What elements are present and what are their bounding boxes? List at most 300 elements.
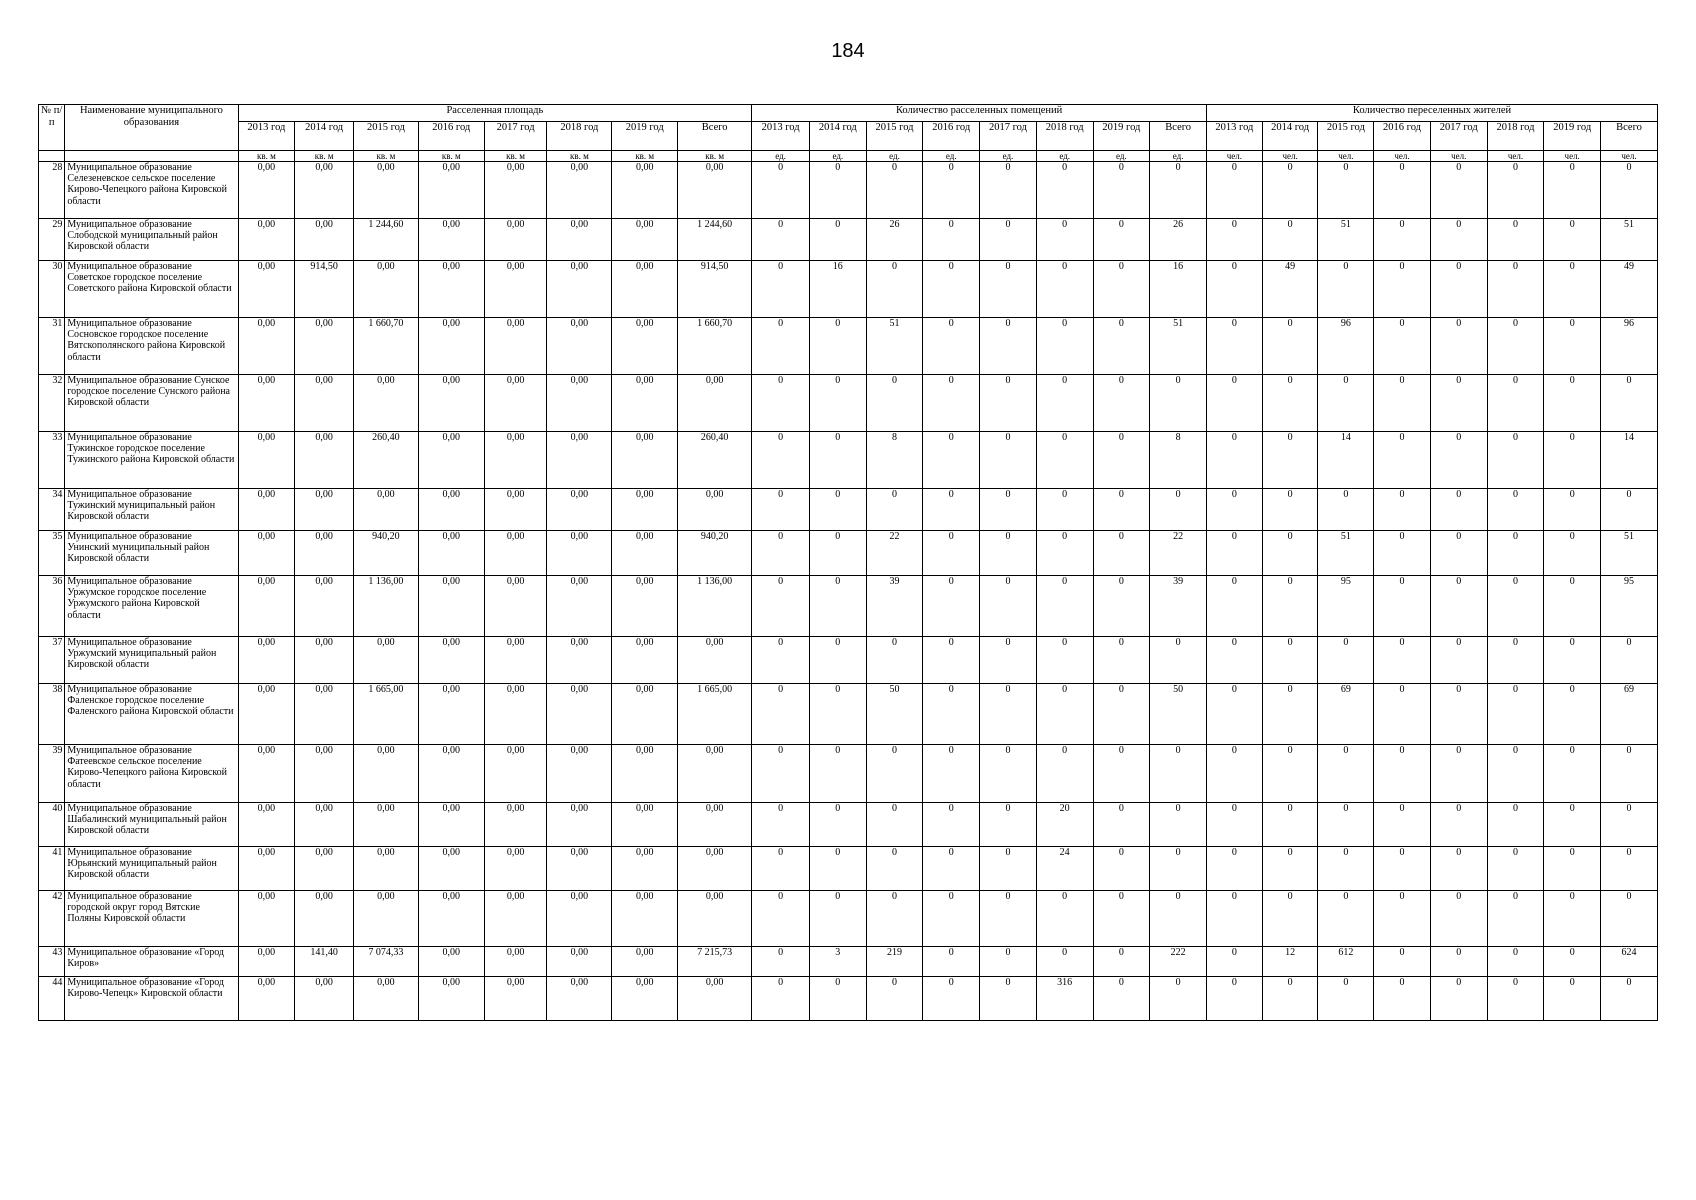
cell-rooms: 0 [923, 489, 980, 531]
table-row [39, 375, 1658, 432]
cell-area: 0,00 [612, 531, 678, 576]
cell-area: 0,00 [678, 637, 752, 684]
cell-rooms: 0 [923, 576, 980, 637]
cell-people: 0 [1262, 847, 1318, 891]
cell-people: 0 [1318, 489, 1374, 531]
cell-area: 0,00 [547, 318, 612, 375]
cell-rooms: 0 [1036, 745, 1093, 803]
cell-people: 0 [1601, 803, 1658, 847]
header-unit-area: кв. м [354, 151, 419, 162]
cell-rooms: 0 [809, 489, 866, 531]
header-unit-rooms: ед. [1093, 151, 1150, 162]
cell-rooms: 0 [1036, 162, 1093, 219]
cell-people: 0 [1601, 375, 1658, 432]
cell-area: 0,00 [295, 847, 354, 891]
cell-rooms: 0 [1036, 576, 1093, 637]
cell-area: 0,00 [547, 162, 612, 219]
cell-people: 0 [1544, 977, 1601, 1021]
cell-area: 940,20 [354, 531, 419, 576]
cell-area: 0,00 [547, 261, 612, 318]
cell-rooms: 0 [923, 162, 980, 219]
row-number: 28 [39, 162, 65, 219]
cell-area: 1 660,70 [354, 318, 419, 375]
header-group-rooms: Количество расселенных помещений [752, 105, 1207, 122]
cell-area: 0,00 [238, 891, 295, 947]
cell-area: 7 074,33 [354, 947, 419, 977]
cell-rooms: 0 [809, 637, 866, 684]
cell-area: 0,00 [418, 891, 484, 947]
cell-area: 0,00 [612, 803, 678, 847]
cell-area: 0,00 [295, 576, 354, 637]
cell-people: 12 [1262, 947, 1318, 977]
cell-people: 0 [1318, 847, 1374, 891]
cell-people: 95 [1318, 576, 1374, 637]
cell-rooms: 0 [1036, 318, 1093, 375]
cell-rooms: 0 [923, 847, 980, 891]
cell-rooms: 0 [809, 745, 866, 803]
cell-area: 0,00 [238, 318, 295, 375]
cell-people: 0 [1318, 375, 1374, 432]
cell-people: 0 [1262, 219, 1318, 261]
cell-area: 0,00 [295, 637, 354, 684]
cell-area: 0,00 [418, 261, 484, 318]
row-number: 35 [39, 531, 65, 576]
cell-rooms: 0 [1150, 847, 1207, 891]
cell-rooms: 0 [1036, 531, 1093, 576]
cell-rooms: 50 [1150, 684, 1207, 745]
cell-rooms: 16 [1150, 261, 1207, 318]
cell-area: 0,00 [484, 531, 547, 576]
header-year-people: 2013 год [1207, 122, 1263, 151]
header-year-area: 2014 год [295, 122, 354, 151]
table-row [39, 977, 1658, 1021]
cell-area: 0,00 [612, 318, 678, 375]
cell-area: 0,00 [418, 489, 484, 531]
cell-people: 0 [1374, 162, 1431, 219]
header-year-area: 2015 год [354, 122, 419, 151]
header-unit-blank [65, 151, 238, 162]
cell-people: 0 [1262, 375, 1318, 432]
cell-rooms: 0 [923, 977, 980, 1021]
cell-people: 0 [1374, 637, 1431, 684]
cell-area: 0,00 [678, 803, 752, 847]
cell-people: 0 [1487, 432, 1544, 489]
row-number: 31 [39, 318, 65, 375]
cell-rooms: 0 [1036, 684, 1093, 745]
cell-rooms: 20 [1036, 803, 1093, 847]
header-year-people: 2014 год [1262, 122, 1318, 151]
cell-people: 0 [1487, 891, 1544, 947]
row-number: 34 [39, 489, 65, 531]
cell-people: 0 [1374, 803, 1431, 847]
header-year-area: 2013 год [238, 122, 295, 151]
cell-people: 0 [1430, 891, 1487, 947]
cell-people: 96 [1601, 318, 1658, 375]
row-name: Муниципальное образование Унинский муниципальный район Кировской области [65, 531, 238, 576]
cell-area: 0,00 [547, 432, 612, 489]
cell-area: 0,00 [547, 637, 612, 684]
cell-area: 0,00 [678, 489, 752, 531]
cell-area: 0,00 [612, 947, 678, 977]
cell-area: 0,00 [484, 375, 547, 432]
cell-area: 0,00 [238, 977, 295, 1021]
cell-people: 0 [1544, 318, 1601, 375]
header-group-area: Расселенная площадь [238, 105, 752, 122]
cell-area: 0,00 [547, 576, 612, 637]
header-year-rooms: 2016 год [923, 122, 980, 151]
cell-rooms: 8 [1150, 432, 1207, 489]
header-year-people: 2016 год [1374, 122, 1431, 151]
header-unit-rooms: ед. [980, 151, 1037, 162]
cell-people: 0 [1374, 219, 1431, 261]
cell-area: 0,00 [484, 162, 547, 219]
header-unit-people: чел. [1601, 151, 1658, 162]
row-name: Муниципальное образование Шабалинский муниципальный район Кировской области [65, 803, 238, 847]
header-year-people: 2017 год [1430, 122, 1487, 151]
header-year-area: 2017 год [484, 122, 547, 151]
cell-rooms: 3 [809, 947, 866, 977]
cell-area: 0,00 [354, 162, 419, 219]
cell-rooms: 0 [1036, 375, 1093, 432]
cell-people: 0 [1262, 891, 1318, 947]
table-row [39, 531, 1658, 576]
cell-people: 0 [1544, 745, 1601, 803]
header-year-area: 2016 год [418, 122, 484, 151]
cell-area: 0,00 [547, 489, 612, 531]
table-row [39, 162, 1658, 219]
row-number: 40 [39, 803, 65, 847]
cell-area: 0,00 [484, 803, 547, 847]
cell-area: 0,00 [238, 576, 295, 637]
cell-people: 0 [1544, 847, 1601, 891]
header-unit-people: чел. [1430, 151, 1487, 162]
cell-rooms: 0 [809, 684, 866, 745]
cell-rooms: 0 [866, 637, 923, 684]
cell-rooms: 0 [923, 684, 980, 745]
cell-rooms: 0 [866, 162, 923, 219]
cell-area: 1 244,60 [678, 219, 752, 261]
cell-people: 69 [1601, 684, 1658, 745]
cell-area: 0,00 [418, 684, 484, 745]
header-num: № п/п [39, 105, 65, 151]
cell-people: 49 [1601, 261, 1658, 318]
cell-area: 0,00 [238, 531, 295, 576]
cell-people: 624 [1601, 947, 1658, 977]
cell-area: 0,00 [238, 947, 295, 977]
cell-area: 0,00 [238, 261, 295, 318]
cell-rooms: 0 [1093, 162, 1150, 219]
cell-rooms: 0 [980, 219, 1037, 261]
cell-area: 0,00 [612, 162, 678, 219]
cell-area: 0,00 [612, 745, 678, 803]
cell-people: 0 [1430, 803, 1487, 847]
cell-people: 0 [1207, 219, 1263, 261]
cell-rooms: 0 [752, 375, 810, 432]
cell-people: 0 [1207, 684, 1263, 745]
cell-rooms: 16 [809, 261, 866, 318]
table-row [39, 891, 1658, 947]
cell-rooms: 0 [809, 847, 866, 891]
cell-area: 0,00 [418, 977, 484, 1021]
cell-area: 0,00 [418, 637, 484, 684]
cell-people: 0 [1487, 684, 1544, 745]
cell-area: 0,00 [547, 891, 612, 947]
cell-rooms: 0 [809, 432, 866, 489]
cell-people: 0 [1544, 891, 1601, 947]
cell-rooms: 0 [923, 637, 980, 684]
cell-area: 260,40 [678, 432, 752, 489]
cell-area: 0,00 [547, 977, 612, 1021]
cell-area: 0,00 [238, 803, 295, 847]
cell-area: 1 136,00 [354, 576, 419, 637]
cell-rooms: 0 [923, 432, 980, 489]
cell-people: 0 [1262, 162, 1318, 219]
cell-rooms: 0 [1150, 977, 1207, 1021]
page-number: 184 [831, 40, 865, 62]
header-year-rooms: 2019 год [1093, 122, 1150, 151]
header-unit-area: кв. м [484, 151, 547, 162]
header-unit-rooms: ед. [866, 151, 923, 162]
cell-area: 0,00 [295, 318, 354, 375]
header-unit-rooms: ед. [1036, 151, 1093, 162]
cell-rooms: 0 [1150, 637, 1207, 684]
cell-people: 0 [1487, 318, 1544, 375]
header-unit-rooms: ед. [923, 151, 980, 162]
cell-rooms: 0 [809, 219, 866, 261]
cell-area: 260,40 [354, 432, 419, 489]
cell-rooms: 0 [866, 803, 923, 847]
row-name: Муниципальное образование Тужинское городское поселение Тужинского района Кировской области [65, 432, 238, 489]
cell-people: 0 [1601, 977, 1658, 1021]
header-year-rooms: 2017 год [980, 122, 1037, 151]
cell-people: 0 [1262, 432, 1318, 489]
cell-area: 0,00 [418, 162, 484, 219]
cell-area: 0,00 [612, 576, 678, 637]
cell-area: 0,00 [418, 318, 484, 375]
cell-rooms: 0 [866, 375, 923, 432]
cell-area: 0,00 [484, 684, 547, 745]
cell-people: 0 [1430, 947, 1487, 977]
cell-rooms: 0 [752, 261, 810, 318]
cell-people: 0 [1262, 576, 1318, 637]
cell-people: 0 [1487, 847, 1544, 891]
cell-area: 0,00 [484, 219, 547, 261]
cell-rooms: 0 [1093, 531, 1150, 576]
cell-rooms: 0 [752, 489, 810, 531]
cell-people: 0 [1318, 891, 1374, 947]
cell-rooms: 22 [1150, 531, 1207, 576]
cell-rooms: 22 [866, 531, 923, 576]
cell-rooms: 0 [1036, 432, 1093, 489]
cell-people: 0 [1430, 489, 1487, 531]
cell-people: 0 [1318, 803, 1374, 847]
header-unit-rooms: ед. [809, 151, 866, 162]
cell-area: 0,00 [354, 803, 419, 847]
cell-rooms: 0 [752, 684, 810, 745]
cell-area: 0,00 [678, 977, 752, 1021]
cell-area: 0,00 [484, 489, 547, 531]
cell-people: 0 [1430, 531, 1487, 576]
cell-rooms: 0 [752, 318, 810, 375]
cell-people: 0 [1487, 489, 1544, 531]
cell-rooms: 0 [1036, 947, 1093, 977]
table-row [39, 947, 1658, 977]
cell-rooms: 0 [809, 318, 866, 375]
cell-area: 0,00 [547, 947, 612, 977]
cell-people: 0 [1544, 375, 1601, 432]
cell-people: 0 [1374, 489, 1431, 531]
cell-people: 0 [1544, 803, 1601, 847]
cell-area: 0,00 [295, 977, 354, 1021]
cell-area: 1 665,00 [678, 684, 752, 745]
cell-rooms: 0 [1093, 684, 1150, 745]
cell-rooms: 0 [1093, 947, 1150, 977]
cell-people: 0 [1430, 432, 1487, 489]
cell-area: 0,00 [484, 261, 547, 318]
cell-area: 0,00 [547, 803, 612, 847]
cell-rooms: 26 [1150, 219, 1207, 261]
cell-area: 0,00 [484, 318, 547, 375]
row-name: Муниципальное образование «Город Кирово-Чепецк» Кировской области [65, 977, 238, 1021]
cell-people: 0 [1262, 531, 1318, 576]
cell-area: 914,50 [678, 261, 752, 318]
table-row [39, 489, 1658, 531]
cell-people: 0 [1374, 947, 1431, 977]
row-name: Муниципальное образование Слободской муниципальный район Кировской области [65, 219, 238, 261]
cell-area: 0,00 [238, 847, 295, 891]
cell-rooms: 51 [1150, 318, 1207, 375]
cell-area: 0,00 [418, 531, 484, 576]
cell-area: 0,00 [612, 847, 678, 891]
cell-area: 0,00 [354, 977, 419, 1021]
cell-area: 0,00 [354, 891, 419, 947]
cell-rooms: 0 [980, 977, 1037, 1021]
cell-people: 0 [1374, 576, 1431, 637]
cell-rooms: 0 [866, 891, 923, 947]
cell-people: 0 [1207, 375, 1263, 432]
row-number: 36 [39, 576, 65, 637]
header-year-area: 2019 год [612, 122, 678, 151]
cell-area: 0,00 [678, 375, 752, 432]
cell-people: 0 [1207, 162, 1263, 219]
cell-people: 0 [1207, 432, 1263, 489]
cell-people: 0 [1262, 684, 1318, 745]
cell-area: 0,00 [418, 745, 484, 803]
cell-rooms: 0 [1093, 803, 1150, 847]
header-year-rooms: 2015 год [866, 122, 923, 151]
header-unit-area: кв. м [612, 151, 678, 162]
cell-people: 0 [1374, 318, 1431, 375]
cell-people: 0 [1374, 891, 1431, 947]
cell-area: 0,00 [295, 891, 354, 947]
cell-area: 0,00 [612, 891, 678, 947]
cell-people: 0 [1544, 637, 1601, 684]
row-name: Муниципальное образование Селезеневское сельское поселение Кирово-Чепецкого района Кировской области [65, 162, 238, 219]
cell-rooms: 0 [923, 375, 980, 432]
cell-people: 0 [1601, 162, 1658, 219]
cell-area: 0,00 [354, 489, 419, 531]
cell-area: 0,00 [418, 432, 484, 489]
cell-rooms: 39 [1150, 576, 1207, 637]
cell-rooms: 0 [1093, 432, 1150, 489]
cell-area: 0,00 [418, 375, 484, 432]
table-row [39, 219, 1658, 261]
cell-people: 0 [1544, 684, 1601, 745]
cell-people: 69 [1318, 684, 1374, 745]
row-number: 44 [39, 977, 65, 1021]
cell-rooms: 0 [866, 745, 923, 803]
cell-area: 0,00 [484, 891, 547, 947]
cell-rooms: 0 [752, 432, 810, 489]
cell-area: 0,00 [484, 977, 547, 1021]
cell-people: 0 [1487, 576, 1544, 637]
cell-rooms: 0 [1093, 375, 1150, 432]
cell-rooms: 0 [752, 219, 810, 261]
cell-rooms: 316 [1036, 977, 1093, 1021]
cell-rooms: 26 [866, 219, 923, 261]
cell-people: 0 [1374, 531, 1431, 576]
cell-people: 0 [1207, 489, 1263, 531]
table-row [39, 847, 1658, 891]
cell-people: 0 [1207, 318, 1263, 375]
cell-rooms: 0 [1036, 261, 1093, 318]
cell-area: 0,00 [612, 684, 678, 745]
cell-people: 0 [1262, 803, 1318, 847]
cell-area: 1 136,00 [678, 576, 752, 637]
cell-people: 0 [1487, 947, 1544, 977]
cell-rooms: 0 [809, 891, 866, 947]
cell-area: 0,00 [295, 745, 354, 803]
cell-people: 0 [1544, 432, 1601, 489]
cell-rooms: 0 [980, 847, 1037, 891]
cell-area: 0,00 [238, 219, 295, 261]
cell-area: 0,00 [612, 489, 678, 531]
cell-people: 0 [1601, 489, 1658, 531]
cell-people: 96 [1318, 318, 1374, 375]
cell-rooms: 0 [752, 803, 810, 847]
cell-rooms: 0 [1093, 847, 1150, 891]
cell-people: 0 [1207, 891, 1263, 947]
cell-area: 0,00 [484, 947, 547, 977]
cell-people: 0 [1430, 576, 1487, 637]
header-unit-people: чел. [1544, 151, 1601, 162]
cell-people: 0 [1487, 531, 1544, 576]
cell-people: 0 [1544, 219, 1601, 261]
table-row [39, 576, 1658, 637]
header-year-people: Всего [1601, 122, 1658, 151]
header-year-people: 2018 год [1487, 122, 1544, 151]
cell-rooms: 0 [1093, 219, 1150, 261]
cell-rooms: 0 [752, 162, 810, 219]
cell-people: 0 [1374, 977, 1431, 1021]
cell-area: 0,00 [484, 637, 547, 684]
row-name: Муниципальное образование Сунское городское поселение Сунского района Кировской области [65, 375, 238, 432]
cell-rooms: 0 [1093, 891, 1150, 947]
cell-area: 0,00 [295, 531, 354, 576]
header-year-area: Всего [678, 122, 752, 151]
cell-people: 0 [1487, 375, 1544, 432]
cell-people: 0 [1430, 847, 1487, 891]
cell-people: 0 [1262, 977, 1318, 1021]
cell-area: 0,00 [354, 637, 419, 684]
cell-people: 0 [1544, 947, 1601, 977]
row-number: 30 [39, 261, 65, 318]
cell-rooms: 0 [980, 489, 1037, 531]
cell-area: 0,00 [295, 375, 354, 432]
cell-rooms: 0 [1093, 576, 1150, 637]
header-unit-rooms: ед. [1150, 151, 1207, 162]
header-year-area: 2018 год [547, 122, 612, 151]
